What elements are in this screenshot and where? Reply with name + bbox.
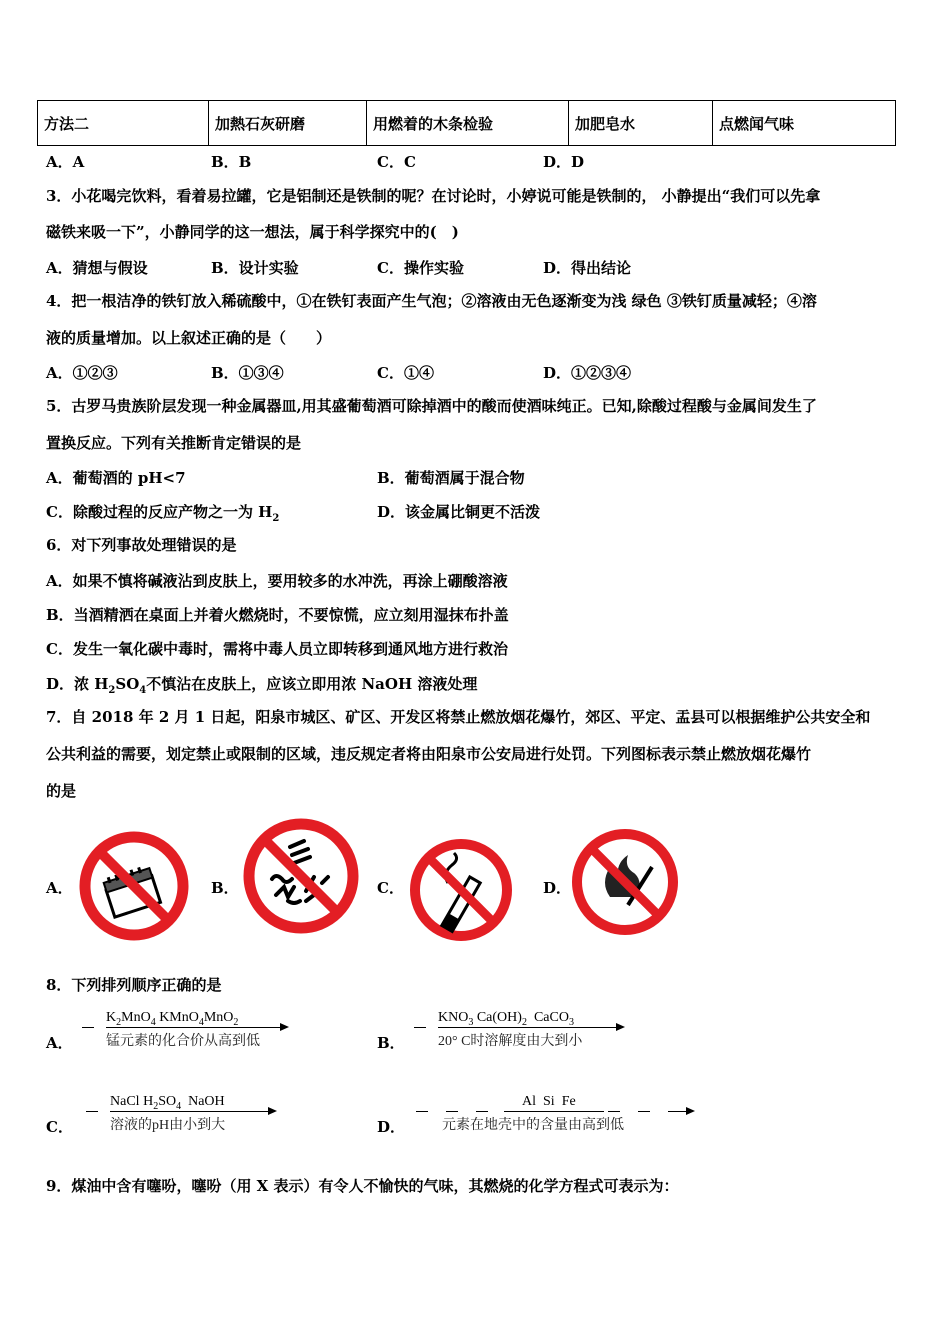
text: NaCl [110, 1094, 140, 1109]
dash [608, 1111, 620, 1112]
q2-option-a: A．A [46, 153, 85, 171]
text: KMnO [159, 1010, 199, 1025]
text: Ca(OH) [476, 1010, 522, 1025]
q4-stem-line2: 液的质量增加。以上叙述正确的是（ ） [46, 329, 332, 347]
text: D．浓 H [46, 675, 109, 693]
text: Fe [561, 1094, 576, 1109]
text: CaCO [533, 1010, 569, 1025]
text: Si [543, 1094, 555, 1109]
text: 不慎沾在皮肤上，应该立即用浓 NaOH 溶液处理 [146, 675, 478, 693]
subscript: 4 [176, 1100, 182, 1112]
dash [638, 1111, 650, 1112]
q8-label-b: B． [377, 1034, 405, 1052]
q3-option-a: A．猜想与假设 [46, 259, 148, 277]
q6-option-b: B．当酒精洒在桌面上并着火燃烧时，不要惊慌，应立刻用湿抹布扑盖 [46, 606, 509, 624]
q7-label-a: A． [46, 879, 73, 897]
q4-option-a: A．①②③ [46, 364, 118, 382]
q6-option-d [46, 673, 477, 696]
sequence-top [106, 1010, 238, 1028]
q8-sequence-c [80, 1094, 300, 1134]
dash [446, 1111, 458, 1112]
sequence-top [110, 1094, 225, 1112]
q2-option-d: D．D [543, 153, 585, 171]
arrow-line [668, 1111, 688, 1112]
subscript: 2 [116, 1016, 122, 1028]
subscript: 2 [272, 513, 280, 524]
text: NaOH [188, 1094, 225, 1109]
subscript: 2 [233, 1016, 239, 1028]
text: MnO [203, 1010, 234, 1025]
q7-stem-line2: 公共利益的需要，划定禁止或限制的区域，违反规定者将由阳泉市公安局进行处罚。下列图标表示禁止燃放烟花爆竹 [46, 745, 812, 763]
q8-sequence-a [80, 1010, 300, 1050]
subscript: 2 [108, 685, 116, 696]
q4-stem-line1: 4．把一根洁净的铁钉放入稀硫酸中，①在铁钉表面产生气泡；②溶液由无色逐渐变为浅 绿色 ③铁钉质量减轻；④溶 [46, 292, 817, 310]
q3-option-d: D．得出结论 [543, 259, 632, 277]
q2-option-c: C．C [377, 153, 416, 171]
q4-option-c: C．①④ [377, 364, 434, 382]
q6-option-c: C．发生一氧化碳中毒时，需将中毒人员立即转移到通风地方进行救治 [46, 640, 508, 658]
q5-option-d: D．该金属比铜更不活泼 [377, 503, 541, 521]
q8-sequence-d [412, 1094, 702, 1134]
q8-sequence-b [412, 1010, 642, 1050]
q6-stem: 6．对下列事故处理错误的是 [46, 536, 237, 554]
sequence-caption: 元素在地壳中的含量由高到低 [442, 1118, 624, 1133]
table-row-label: 方法二 [38, 101, 209, 146]
text: Al [522, 1094, 536, 1109]
subscript: 4 [150, 1016, 156, 1028]
subscript: 2 [153, 1100, 159, 1112]
text: SO [115, 675, 140, 693]
dash [414, 1027, 426, 1028]
q5-stem-line1: 5．古罗马贵族阶层发现一种金属器皿,用其盛葡萄酒可除掉酒中的酸而使酒味纯正。已知,除酸过程酸与金属间发生了 [46, 397, 817, 415]
no-matches-icon [78, 830, 190, 942]
subscript: 3 [468, 1016, 474, 1028]
q6-option-a: A．如果不慎将碱液沾到皮肤上，要用较多的水冲洗，再涂上硼酸溶液 [46, 572, 508, 590]
q7-stem-line3: 的是 [46, 782, 77, 800]
q8-label-a: A． [46, 1034, 73, 1052]
arrow-line [110, 1111, 270, 1112]
q3-stem-line2: 磁铁来吸一下”，小静同学的这一想法，属于科学探究中的( ) [46, 223, 459, 241]
dash [476, 1111, 488, 1112]
text: MnO [121, 1010, 151, 1025]
text: KNO [438, 1010, 469, 1025]
q7-label-c: C． [377, 879, 404, 897]
table-cell: 加肥皂水 [569, 101, 713, 146]
q9-stem: 9．煤油中含有噻吩，噻吩（用 X 表示）有令人不愉快的气味，其燃烧的化学方程式可表示为： [46, 1177, 679, 1195]
q4-option-b: B．①③④ [211, 364, 284, 382]
q8-stem: 8．下列排列顺序正确的是 [46, 976, 222, 994]
q3-option-b: B．设计实验 [211, 259, 299, 277]
arrow-line [438, 1027, 618, 1028]
q7-label-b: B． [211, 879, 239, 897]
table-row [38, 101, 896, 146]
subscript: 4 [139, 685, 147, 696]
q3-stem-line1: 3．小花喝完饮料，看着易拉罐，它是铝制还是铁制的呢？在讨论时，小婷说可能是铁制的， 小静提出“我们可以先拿 [46, 187, 821, 205]
dash [416, 1111, 428, 1112]
text: K [106, 1010, 117, 1025]
subscript: 2 [521, 1016, 527, 1028]
sequence-top [522, 1094, 576, 1110]
arrowhead-icon [686, 1107, 695, 1115]
text: H [143, 1094, 154, 1109]
table-cell: 点燃闻气味 [713, 101, 896, 146]
dash [86, 1111, 98, 1112]
q5-option-c-text: C．除酸过程的反应产物之一为 H [46, 503, 273, 521]
methods-table [37, 100, 896, 146]
no-smoking-icon [408, 837, 514, 943]
sequence-caption: 锰元素的化合价从高到低 [106, 1034, 260, 1049]
sequence-caption: 20° C时溶解度由大到小 [438, 1034, 583, 1049]
sequence-top [438, 1010, 574, 1028]
arrowhead-icon [280, 1023, 289, 1031]
no-fireworks-icon [242, 817, 360, 935]
no-open-flame-icon [570, 827, 680, 937]
text: SO [158, 1094, 177, 1109]
q5-option-c [46, 501, 279, 524]
arrow-line [106, 1027, 282, 1028]
table-cell: 加熱石灰研磨 [209, 101, 367, 146]
sequence-caption: 溶液的pH由小到大 [110, 1118, 226, 1133]
arrowhead-icon [616, 1023, 625, 1031]
q5-stem-line2: 置换反应。下列有关推断肯定错误的是 [46, 434, 302, 452]
arrowhead-icon [268, 1107, 277, 1115]
subscript: 3 [568, 1016, 574, 1028]
table-cell: 用燃着的木条检验 [367, 101, 569, 146]
q7-stem-line1: 7．自 2018 年 2 月 1 日起，阳泉市城区、矿区、开发区将禁止燃放烟花爆竹，郊区、平定、盂县可以根据维护公共安全和 [46, 708, 871, 726]
q3-option-c: C．操作实验 [377, 259, 464, 277]
q4-option-d: D．①②③④ [543, 364, 632, 382]
arrow-line [504, 1111, 604, 1112]
subscript: 4 [198, 1016, 204, 1028]
q8-label-d: D． [377, 1118, 406, 1136]
q5-option-a: A．葡萄酒的 pH<7 [46, 469, 186, 487]
q8-label-c: C． [46, 1118, 73, 1136]
q2-option-b: B．B [211, 153, 252, 171]
dash [82, 1027, 94, 1028]
q7-label-d: D． [543, 879, 572, 897]
q5-option-b: B．葡萄酒属于混合物 [377, 469, 525, 487]
